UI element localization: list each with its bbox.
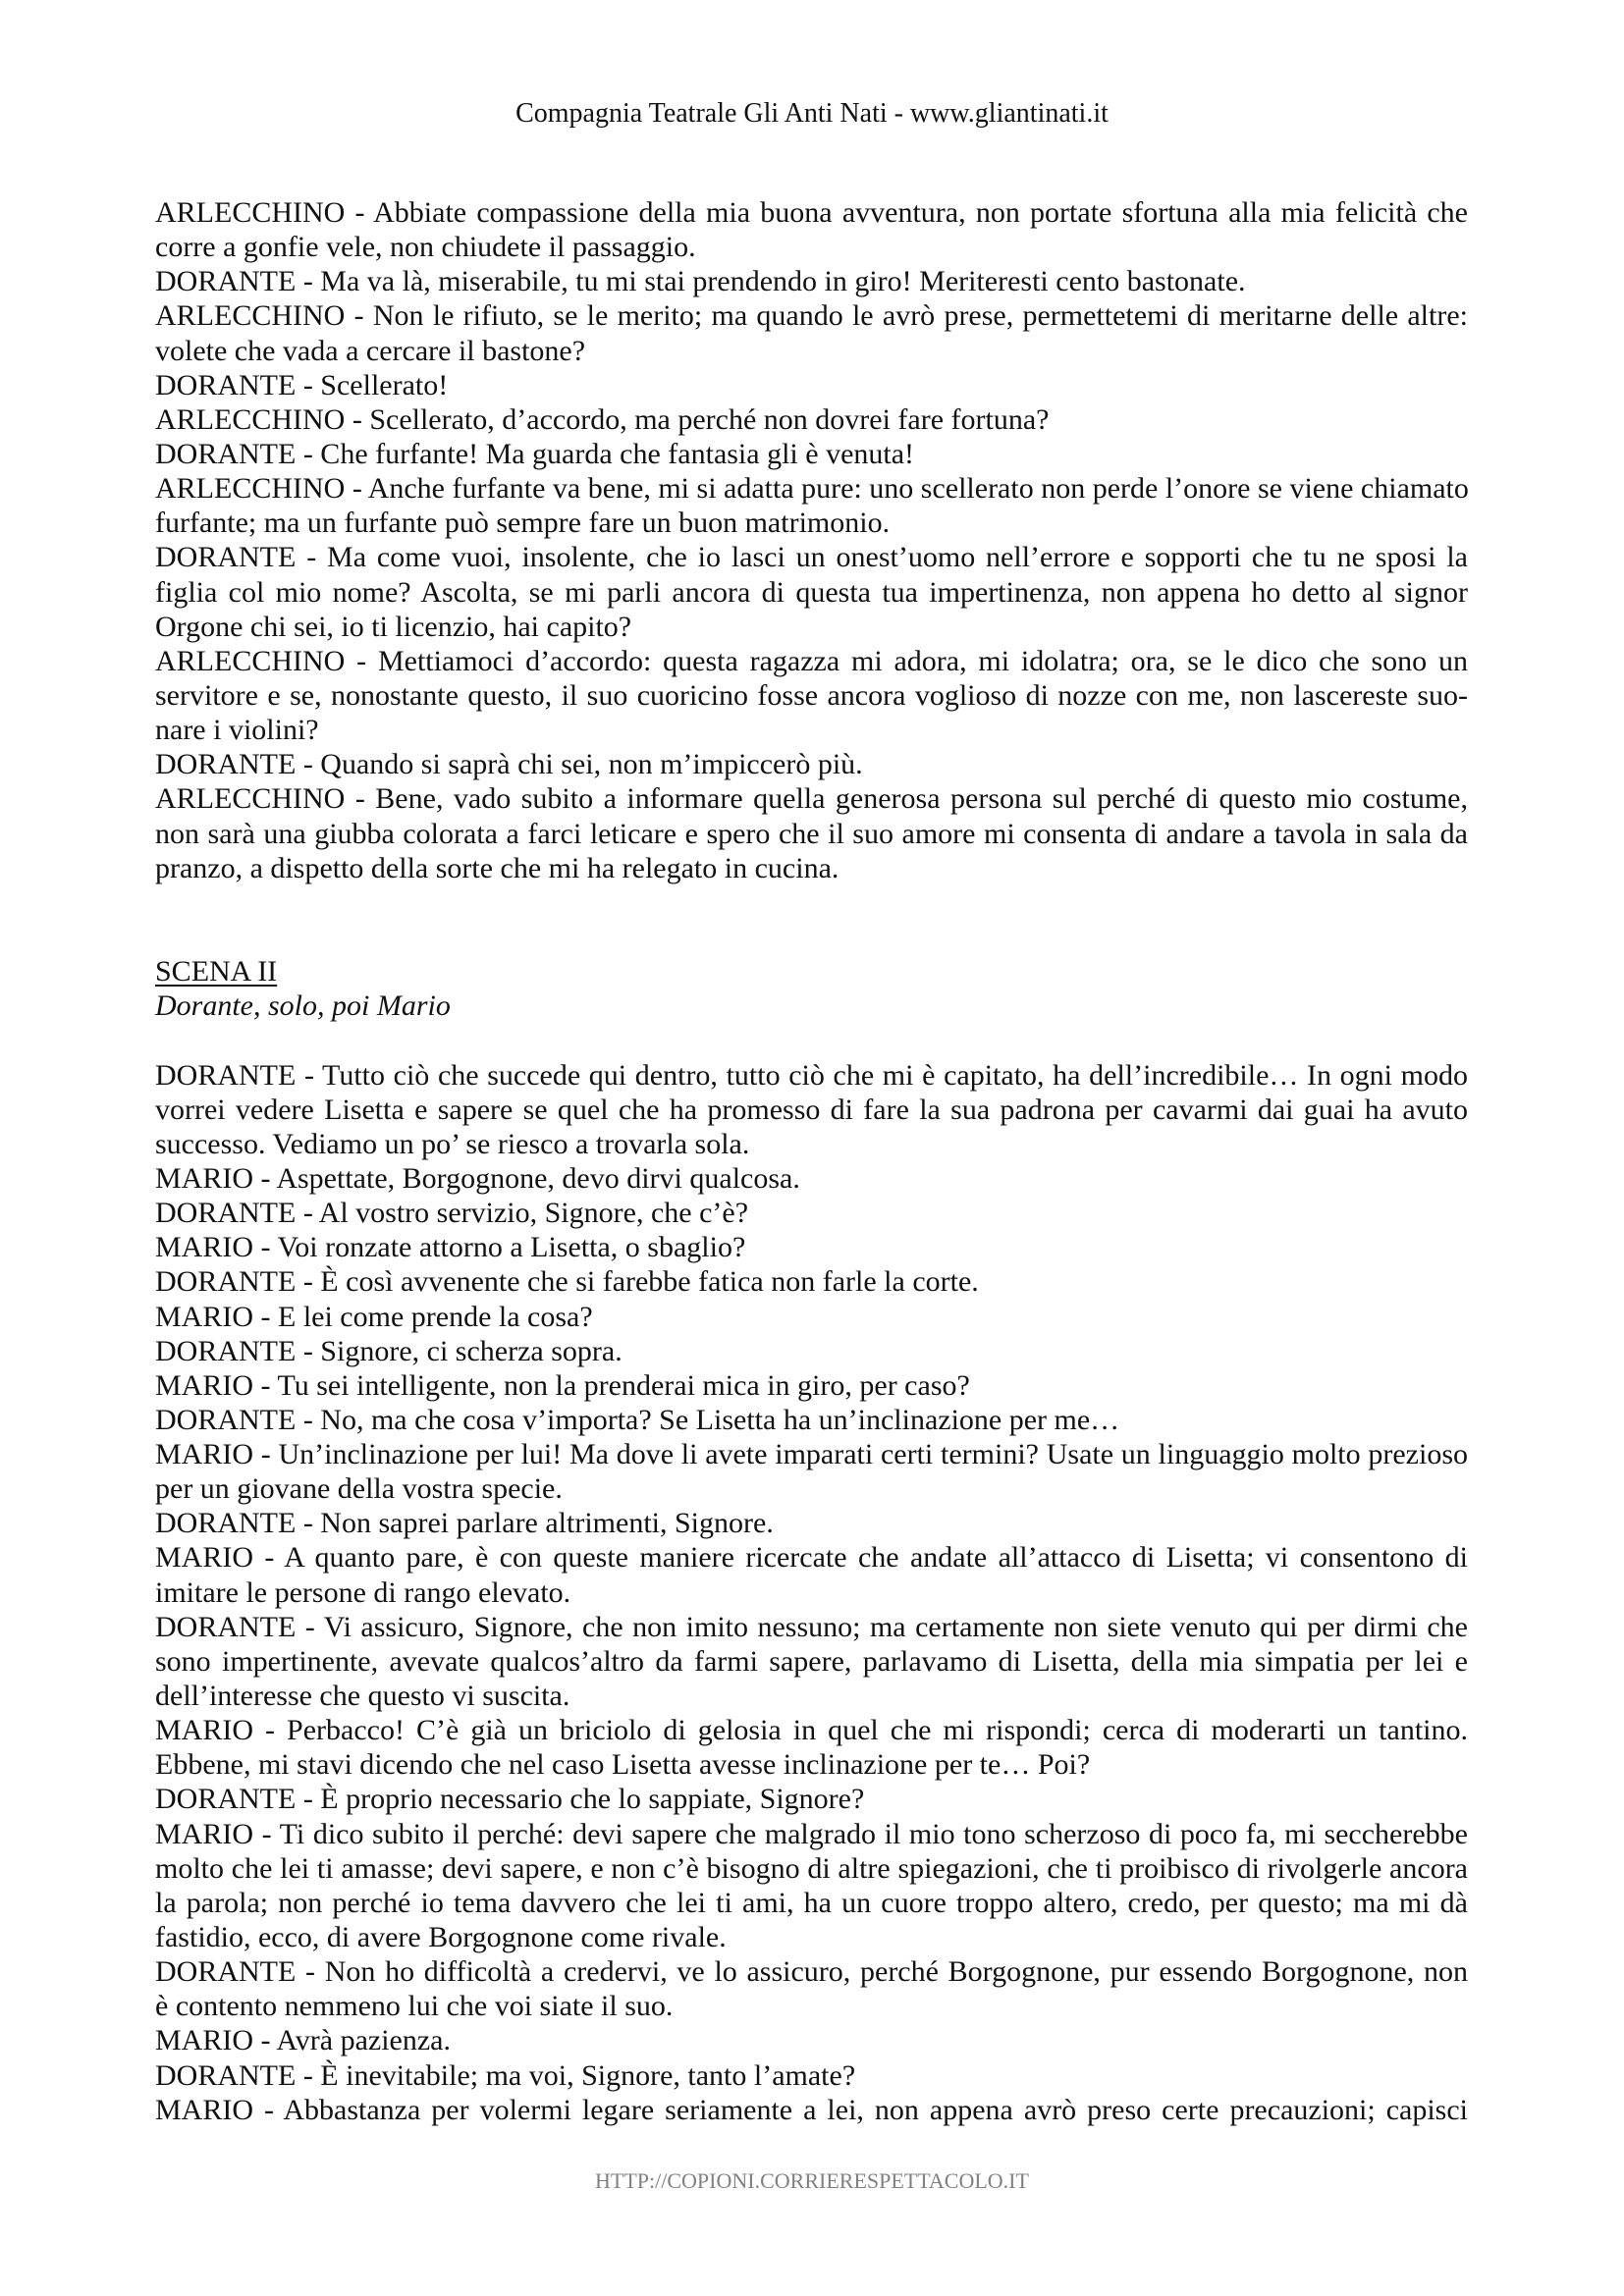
speech-line: non sarà una giubba colorata a farci leticare e spero che il suo amore mi consenta di andare a tavola in sala da bbox=[155, 817, 1468, 850]
speech bbox=[155, 1334, 1468, 1368]
speech bbox=[155, 298, 1468, 367]
speech-line: MARIO - Voi ronzate attorno a Lisetta, o sbaglio? bbox=[155, 1231, 746, 1264]
speech bbox=[155, 1230, 1468, 1264]
speech-line: DORANTE - Che furfante! Ma guarda che fantasia gli è venuta! bbox=[155, 437, 915, 470]
speech-line: corre a gonfie vele, non chiudete il passaggio. bbox=[155, 231, 696, 264]
speech-line: MARIO - Aspettate, Borgognone, devo dirvi qualcosa. bbox=[155, 1161, 800, 1195]
speech-line: è contento nemmeno lui che voi siate il suo. bbox=[155, 1990, 674, 2023]
speech bbox=[155, 471, 1468, 540]
speech-line: la parola; non perché io tema davvero che lei ti ami, ha un cuore troppo altero, credo, per questo; ma mi dà bbox=[155, 1886, 1468, 1919]
speech bbox=[155, 1817, 1468, 1955]
speech-line: imitare le persone di rango elevato. bbox=[155, 1575, 571, 1609]
scene-1-continuation bbox=[155, 195, 1468, 885]
speech-line: DORANTE - Signore, ci scherza sopra. bbox=[155, 1334, 623, 1367]
speech-line: MARIO - Tu sei intelligente, non la prenderai mica in giro, per caso? bbox=[155, 1368, 970, 1402]
speech-line: MARIO - A quanto pare, è con queste maniere ricercate che andate all’attacco di Lisetta; vi consentono di bbox=[155, 1541, 1468, 1575]
speech bbox=[155, 747, 1468, 781]
speech-line: DORANTE - Ma va là, miserabile, tu mi stai prendendo in giro! Meriteresti cento bastonate. bbox=[155, 265, 1246, 298]
speech-line: DORANTE - Ma come vuoi, insolente, che io lasci un onest’uomo nell’errore e sopporti che tu ne sposi la bbox=[155, 541, 1468, 574]
speech bbox=[155, 1058, 1468, 1161]
speech bbox=[155, 1196, 1468, 1230]
speech bbox=[155, 195, 1468, 264]
speech-line: MARIO - Ti dico subito il perché: devi sapere che malgrado il mio tono scherzoso di poco fa, mi seccherebbe bbox=[155, 1817, 1468, 1850]
scene-2-dialogue bbox=[155, 1058, 1468, 2127]
speech bbox=[155, 368, 1468, 402]
speech bbox=[155, 1368, 1468, 1403]
speech-line: DORANTE - Vi assicuro, Signore, che non imito nessuno; ma certamente non siete venuto qui per dirmi che bbox=[155, 1610, 1468, 1643]
speech-line: MARIO - Avrà pazienza. bbox=[155, 2024, 451, 2057]
speech-line: figlia col mio nome? Ascolta, se mi parli ancora di questa tua impertinenza, non appena ho detto al signor bbox=[155, 575, 1468, 609]
speech-line: ARLECCHINO - Non le rifiuto, se le merito; ma quando le avrò prese, permettetemi di meritarne delle altre: bbox=[155, 299, 1468, 333]
scene-title: SCENA II bbox=[155, 955, 278, 988]
blank-line bbox=[155, 1023, 1468, 1057]
blank-line bbox=[155, 920, 1468, 954]
speech bbox=[155, 1264, 1468, 1299]
speech-line: volete che vada a cercare il bastone? bbox=[155, 334, 586, 367]
speech-line: ARLECCHINO - Bene, vado subito a informare quella generosa persona sul perché di questo mio costume, bbox=[155, 782, 1468, 816]
speech bbox=[155, 2058, 1468, 2093]
speech-line: Ebbene, mi stavi dicendo che nel caso Lisetta avesse inclinazione per te… Poi? bbox=[155, 1748, 1091, 1782]
speech bbox=[155, 781, 1468, 884]
speech-line: fastidio, ecco, di avere Borgognone come rivale. bbox=[155, 1921, 727, 1954]
scene-subtitle: Dorante, solo, poi Mario bbox=[155, 989, 451, 1023]
speech-line: DORANTE - Non saprei parlare altrimenti, Signore. bbox=[155, 1507, 774, 1540]
blank-line bbox=[155, 885, 1468, 920]
speech-line: DORANTE - Al vostro servizio, Signore, che c’è? bbox=[155, 1197, 749, 1230]
speech-line: nare i violini? bbox=[155, 714, 319, 747]
speech-line: per un giovane della vostra specie. bbox=[155, 1472, 563, 1506]
speech bbox=[155, 437, 1468, 471]
speech-line: ARLECCHINO - Anche furfante va bene, mi si adatta pure: uno scellerato non perde l’onore se viene chiamato bbox=[155, 472, 1469, 506]
speech-line: MARIO - Perbacco! C’è già un briciolo di gelosia in quel che mi rispondi; cerca di moderarti un tantino. bbox=[155, 1714, 1468, 1747]
speech bbox=[155, 1713, 1468, 1782]
speech-line: DORANTE - Tutto ciò che succede qui dentro, tutto ciò che mi è capitato, ha dell’incredibile… In ogni modo bbox=[155, 1058, 1468, 1092]
speech-line: DORANTE - Non ho difficoltà a credervi, ve lo assicuro, perché Borgognone, pur essendo Borgognone, non bbox=[155, 1955, 1468, 1989]
speech-line: DORANTE - Scellerato! bbox=[155, 368, 449, 401]
speech bbox=[155, 2093, 1468, 2127]
speech-line: DORANTE - Quando si saprà chi sei, non m’impiccerò più. bbox=[155, 748, 863, 781]
speech-line: dell’interesse che questo vi suscita. bbox=[155, 1680, 570, 1713]
speech bbox=[155, 402, 1468, 437]
speech bbox=[155, 2023, 1468, 2057]
speech-line: MARIO - Abbastanza per volermi legare seriamente a lei, non appena avrò preso certe precauzioni; capisci bbox=[155, 2093, 1468, 2126]
script-body bbox=[155, 195, 1468, 2127]
speech bbox=[155, 1161, 1468, 1196]
speech bbox=[155, 1403, 1468, 1437]
speech bbox=[155, 1437, 1468, 1506]
speech-line: ARLECCHINO - Mettiamoci d’accordo: questa ragazza mi adora, mi idolatra; ora, se le dico che sono un bbox=[155, 644, 1468, 677]
speech-line: DORANTE - È inevitabile; ma voi, Signore, tanto l’amate? bbox=[155, 2058, 856, 2092]
speech-line: molto che lei ti amasse; devi sapere, e non c’è bisogno di altre spiegazioni, che ti proibisco di rivolgerle ancora bbox=[155, 1851, 1468, 1885]
speech-line: ARLECCHINO - Abbiate compassione della mia buona avventura, non portate sfortuna alla mia felicità che bbox=[155, 196, 1468, 229]
speech bbox=[155, 264, 1468, 298]
speech-line: DORANTE - È così avvenente che si farebbe fatica non farle la corte. bbox=[155, 1265, 979, 1299]
speech bbox=[155, 1610, 1468, 1713]
speech bbox=[155, 1300, 1468, 1334]
speech-line: DORANTE - È proprio necessario che lo sappiate, Signore? bbox=[155, 1783, 865, 1816]
speech-line: sono impertinente, avevate qualcos’altro da farmi sapere, parlavamo di Lisetta, della mia simpatia per lei e bbox=[155, 1644, 1468, 1678]
speech bbox=[155, 1540, 1468, 1609]
speech-line: MARIO - Un’inclinazione per lui! Ma dove li avete imparati certi termini? Usate un linguaggio molto prezioso bbox=[155, 1438, 1468, 1471]
speech-line: servitore e se, nonostante questo, il suo cuoricino fosse ancora voglioso di nozze con me, non lascereste suo- bbox=[155, 678, 1468, 712]
speech-line: vorrei vedere Lisetta e sapere se quel che ha promesso di fare la sua padrona per cavarmi dai guai ha avuto bbox=[155, 1093, 1468, 1126]
speech-line: pranzo, a dispetto della sorte che mi ha relegato in cucina. bbox=[155, 851, 839, 884]
speech bbox=[155, 644, 1468, 747]
speech bbox=[155, 1506, 1468, 1540]
speech-line: ARLECCHINO - Scellerato, d’accordo, ma perché non dovrei fare fortuna? bbox=[155, 402, 1050, 436]
speech-line: furfante; ma un furfante può sempre fare un buon matrimonio. bbox=[155, 507, 891, 540]
speech bbox=[155, 540, 1468, 643]
speech-line: MARIO - E lei come prende la cosa? bbox=[155, 1300, 593, 1333]
page-header: Compagnia Teatrale Gli Anti Nati - www.gliantinati.it bbox=[515, 98, 1109, 129]
speech-line: DORANTE - No, ma che cosa v’importa? Se Lisetta ha un’inclinazione per me… bbox=[155, 1403, 1120, 1436]
page-footer: HTTP://COPIONI.CORRIERESPETTACOLO.IT bbox=[595, 2168, 1029, 2193]
speech-line: Orgone chi sei, io ti licenzio, hai capito? bbox=[155, 610, 632, 643]
speech-line: successo. Vediamo un po’ se riesco a trovarla sola. bbox=[155, 1127, 750, 1160]
speech bbox=[155, 1954, 1468, 2023]
speech bbox=[155, 1782, 1468, 1816]
